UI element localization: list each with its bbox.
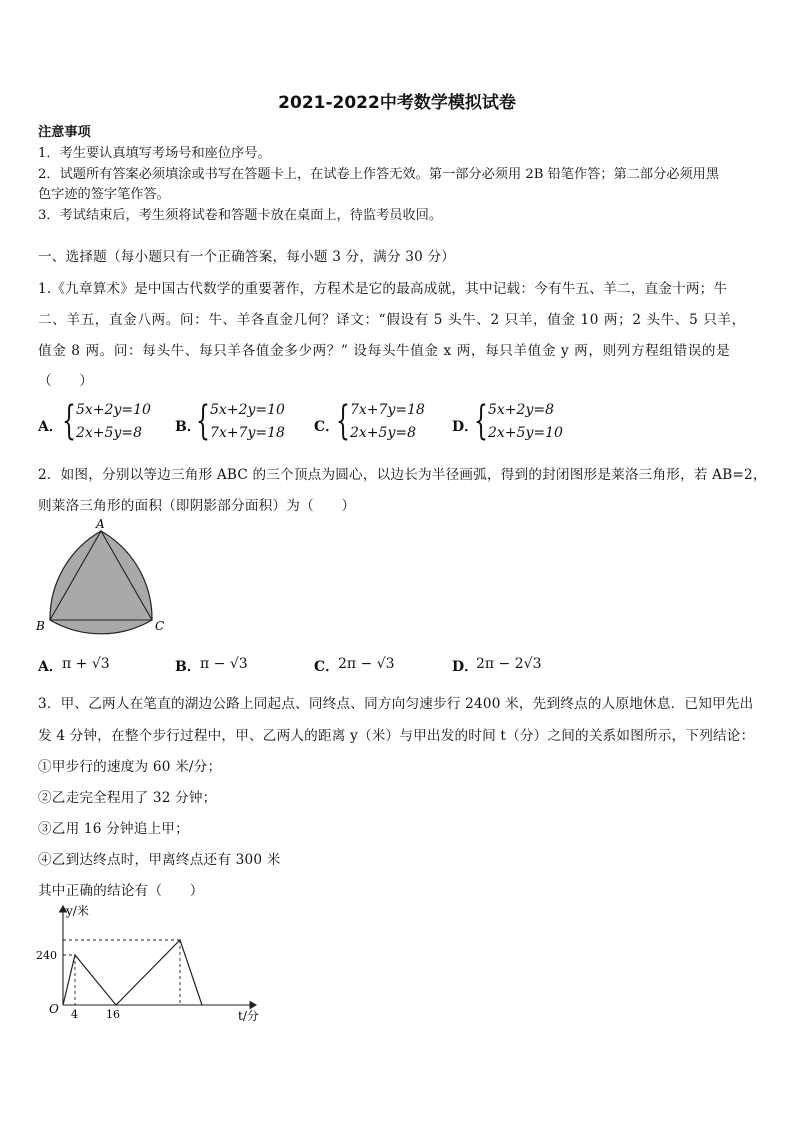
option-label: C． <box>314 659 340 675</box>
notice-item: 3．考试结束后，考生须将试卷和答题卡放在桌面上，待监考员收回。 <box>38 208 443 223</box>
section-heading: 一、选择题（每小题只有一个正确答案，每小题 3 分，满分 30 分） <box>38 249 456 265</box>
page-title: 2021-2022中考数学模拟试卷 <box>278 93 516 113</box>
notice-item: 色字迹的签字笔作答。 <box>38 187 170 202</box>
equation-system: { 5x+2y=10 7x+7y=18 <box>196 398 285 444</box>
equation-system: { 7x+7y=18 2x+5y=8 <box>336 398 425 444</box>
x-axis-label: t/分 <box>238 1009 259 1023</box>
q3-statement: ①甲步行的速度为 60 米/分； <box>38 759 222 775</box>
q2-option-c-text: 2π − √3 <box>338 656 395 672</box>
option-label: B． <box>175 659 201 675</box>
q1-line: 1.《九章算术》是中国古代数学的重要著作，方程术是它的最高成就，其中记载：今有牛五、羊二，直金十两；牛 <box>38 281 728 297</box>
option-label: B． <box>175 419 201 435</box>
equation-system: { 5x+2y=8 2x+5y=10 <box>474 398 563 444</box>
equation: 2x+5y=8 <box>76 425 142 441</box>
q2-option-d-text: 2π − 2√3 <box>476 656 542 672</box>
q3-statement: ③乙用 16 分钟追上甲； <box>38 821 189 837</box>
vertex-label-b: B <box>36 619 45 633</box>
q3-line: 发 4 分钟，在整个步行过程中，甲、乙两人的距离 y（米）与甲出发的时间 t（分）之间的关系如图所示，下列结论： <box>38 728 755 744</box>
x-tick-label: 4 <box>71 1008 78 1021</box>
q2-line: 2．如图，分别以等边三角形 ABC 的三个顶点为圆心，以边长为半径画弧，得到的封闭图形是莱洛三角形，若 AB=2， <box>38 467 767 483</box>
equation: 5x+2y=10 <box>210 402 285 418</box>
reuleaux-shape <box>50 531 152 634</box>
q3-line: 3．甲、乙两人在笔直的湖边公路上同起点、同终点、同方向匀速步行 2400 米，先到终点的人原地休息．已知甲先出 <box>38 696 754 712</box>
equation: 7x+7y=18 <box>350 402 425 418</box>
q3-line: 其中正确的结论有（ ） <box>38 883 204 899</box>
equation: 5x+2y=10 <box>76 402 151 418</box>
option-label: C． <box>314 419 340 435</box>
origin-label: O <box>49 1002 59 1016</box>
distance-time-graph <box>30 898 280 1028</box>
q2-option-a-text: π + √3 <box>62 656 110 672</box>
option-label: D． <box>452 419 479 435</box>
y-tick-label: 240 <box>36 949 57 962</box>
q1-line: 值金 8 两。问：每头牛、每只羊各值金多少两？” 设每头牛值金 x 两，每只羊值金 y 两，则列方程组错误的是 <box>38 343 731 359</box>
equation-system: { 5x+2y=10 2x+5y=8 <box>62 398 151 444</box>
q1-line: 二、羊五，直金八两。问：牛、羊各直金几何？译文：“假设有 5 头牛、2 只羊，值金 10 两；2 头牛、5 只羊， <box>38 312 746 328</box>
equation: 2x+5y=8 <box>350 425 416 441</box>
x-tick-label: 16 <box>106 1008 120 1021</box>
equation: 2x+5y=10 <box>488 425 563 441</box>
option-label: A． <box>38 659 63 675</box>
equation: 7x+7y=18 <box>210 425 285 441</box>
q3-statement: ②乙走完全程用了 32 分钟； <box>38 790 217 806</box>
equation: 5x+2y=8 <box>488 402 554 418</box>
q2-line: 则莱洛三角形的面积（即阴影部分面积）为（ ） <box>38 498 356 514</box>
option-label: A． <box>38 419 63 435</box>
reuleaux-triangle-figure <box>32 514 172 638</box>
vertex-label-c: C <box>155 619 165 633</box>
q1-line: （ ） <box>38 373 94 389</box>
notice-item: 1．考生要认真填写考场号和座位序号。 <box>38 146 271 161</box>
option-label: D． <box>452 659 479 675</box>
q2-option-b-text: π − √3 <box>200 656 248 672</box>
notice-heading: 注意事项 <box>38 125 91 140</box>
y-axis-label: y/米 <box>66 904 89 918</box>
q3-statement: ④乙到达终点时，甲离终点还有 300 米 <box>38 852 281 868</box>
notice-item: 2．试题所有答案必须填涂或书写在答题卡上，在试卷上作答无效。第一部分必须用 2B 铅笔作答；第二部分必须用黑 <box>38 167 720 182</box>
distance-curve <box>63 940 202 1005</box>
vertex-label-a: A <box>96 517 105 531</box>
